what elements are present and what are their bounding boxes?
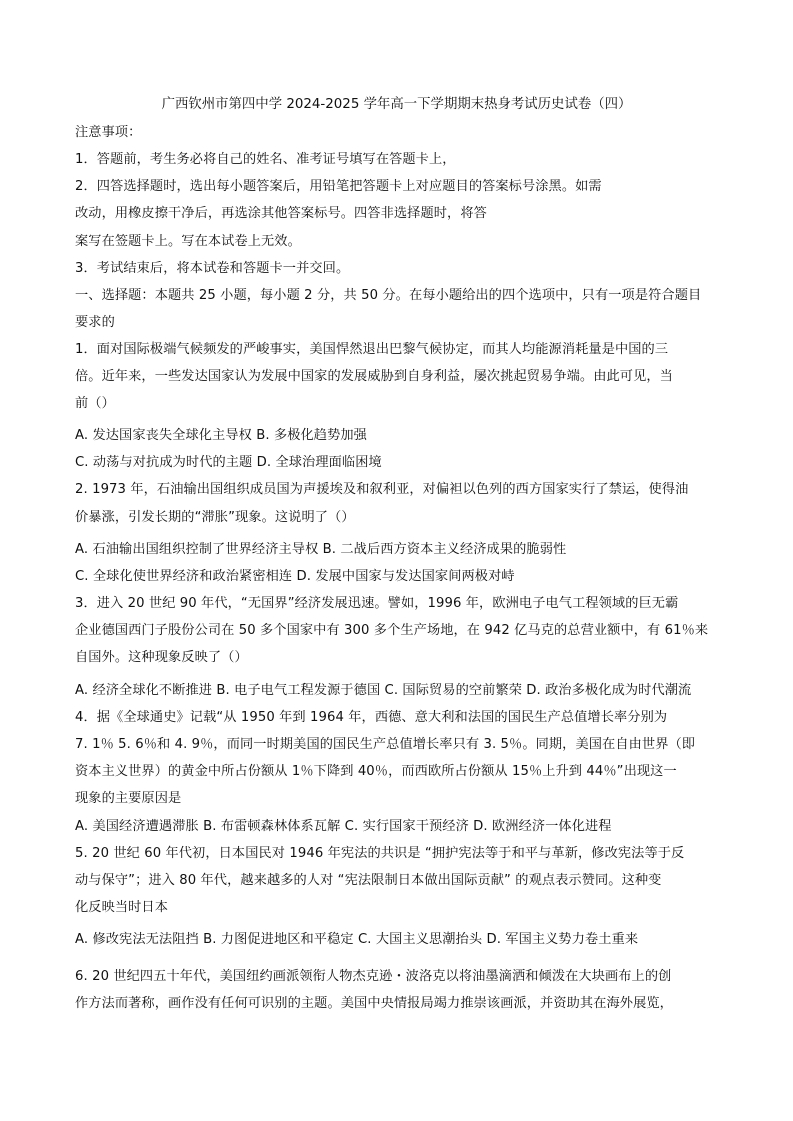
question-4-line-1: 4．据《全球通史》记载“从 1950 年到 1964 年，西德、意大利和法国的国民生产总值增长率分别为 [75,710,668,725]
notice-item-2-line-2: 改动，用橡皮擦干净后，再选涂其他答案标号。四答非选择题时，将答 [75,206,487,221]
question-1-line-3: 前（） [75,396,115,411]
section-1-instruction-line-2: 要求的 [75,315,115,330]
section-1-instruction-line-1: 一、选择题：本题共 25 小题，每小题 2 分，共 50 分。在每小题给出的四个选项中，只有一项是符合题目 [75,288,702,303]
notice-item-3: 3．考试结束后，将本试卷和答题卡一并交回。 [75,261,350,276]
notice-item-1: 1．答题前，考生务必将自己的姓名、准考证号填写在答题卡上， [75,152,456,167]
exam-title: 广西钦州市第四中学 2024-2025 学年高一下学期期末热身考试历史试卷（四） [161,97,632,112]
question-3-options: A. 经济全球化不断推进 B. 电子电气工程发源于德国 C. 国际贸易的空前繁荣 D. 政治多极化成为时代潮流 [75,683,692,698]
question-4-line-4: 现象的主要原因是 [75,791,182,806]
question-1-options-cd: C. 动荡与对抗成为时代的主题 D. 全球治理面临困境 [75,455,382,470]
question-2-line-1: 2. 1973 年，石油输出国组织成员国为声援埃及和叙利亚，对偏袒以色列的西方国家实行了禁运，使得油 [75,482,689,497]
question-1-line-2: 倍。近年来，一些发达国家认为发展中国家的发展威胁到自身利益，屡次挑起贸易争端。由此可见，当 [75,369,673,384]
question-4-line-2: 7. 1％ 5. 6％和 4. 9％，而同一时期美国的国民生产总值增长率只有 3. 5％。同期，美国在自由世界（即 [75,737,696,752]
notice-item-2-line-1: 2．四答选择题时，选出每小题答案后，用铅笔把答题卡上对应题目的答案标号涂黑。如需 [75,179,602,194]
question-4-line-3: 资本主义世界）的黄金中所占份额从 1％下降到 40％，而西欧所占份额从 15％上升到 44％”出现这一 [75,764,677,779]
question-2-options-ab: A. 石油输出国组织控制了世界经济主导权 B. 二战后西方资本主义经济成果的脆弱性 [75,542,567,557]
question-1-line-1: 1．面对国际极端气候频发的严峻事实，美国悍然退出巴黎气候协定，而其人均能源消耗量是中国的三 [75,342,669,357]
question-2-line-2: 价暴涨，引发长期的“滞胀”现象。这说明了（） [75,510,355,525]
question-6-line-1: 6. 20 世纪四五十年代，美国纽约画派领衔人物杰克逊・波洛克以将油墨滴洒和倾泼在大块画布上的创 [75,969,672,984]
question-5-options: A. 修改宪法无法阻挡 B. 力图促进地区和平稳定 C. 大国主义思潮抬头 D. 军国主义势力卷土重来 [75,932,639,947]
question-3-line-1: 3．进入 20 世纪 90 年代，“无国界”经济发展迅速。譬如，1996 年，欧洲电子电气工程领域的巨无霸 [75,596,679,611]
notice-item-2-line-3: 案写在签题卡上。写在本试卷上无效。 [75,234,301,249]
question-3-line-2: 企业德国西门子股份公司在 50 多个国家中有 300 多个生产场地，在 942 亿马克的总营业额中，有 61％来 [75,623,709,638]
question-4-options: A. 美国经济遭遇滞胀 B. 布雷顿森林体系瓦解 C. 实行国家干预经济 D. 欧洲经济一体化进程 [75,819,612,834]
question-5-line-1: 5. 20 世纪 60 年代初，日本国民对 1946 年宪法的共识是 “拥护宪法等于和平与革新，修改宪法等于反 [75,846,685,861]
question-5-line-2: 动与保守”；进入 80 年代，越来越多的人对 “宪法限制日本做出国际贡献” 的观点表示赞同。这种变 [75,873,662,888]
question-2-options-cd: C. 全球化使世界经济和政治紧密相连 D. 发展中国家与发达国家间两极对峙 [75,569,515,584]
question-1-options-ab: A. 发达国家丧失全球化主导权 B. 多极化趋势加强 [75,428,367,443]
question-5-line-3: 化反映当时日本 [75,900,169,915]
question-3-line-3: 自国外。这种现象反映了（） [75,650,248,665]
notice-heading: 注意事项： [75,125,142,140]
question-6-line-2: 作方法而著称，画作没有任何可识别的主题。美国中央情报局竭力推崇该画派，并资助其在海外展览， [75,996,673,1011]
